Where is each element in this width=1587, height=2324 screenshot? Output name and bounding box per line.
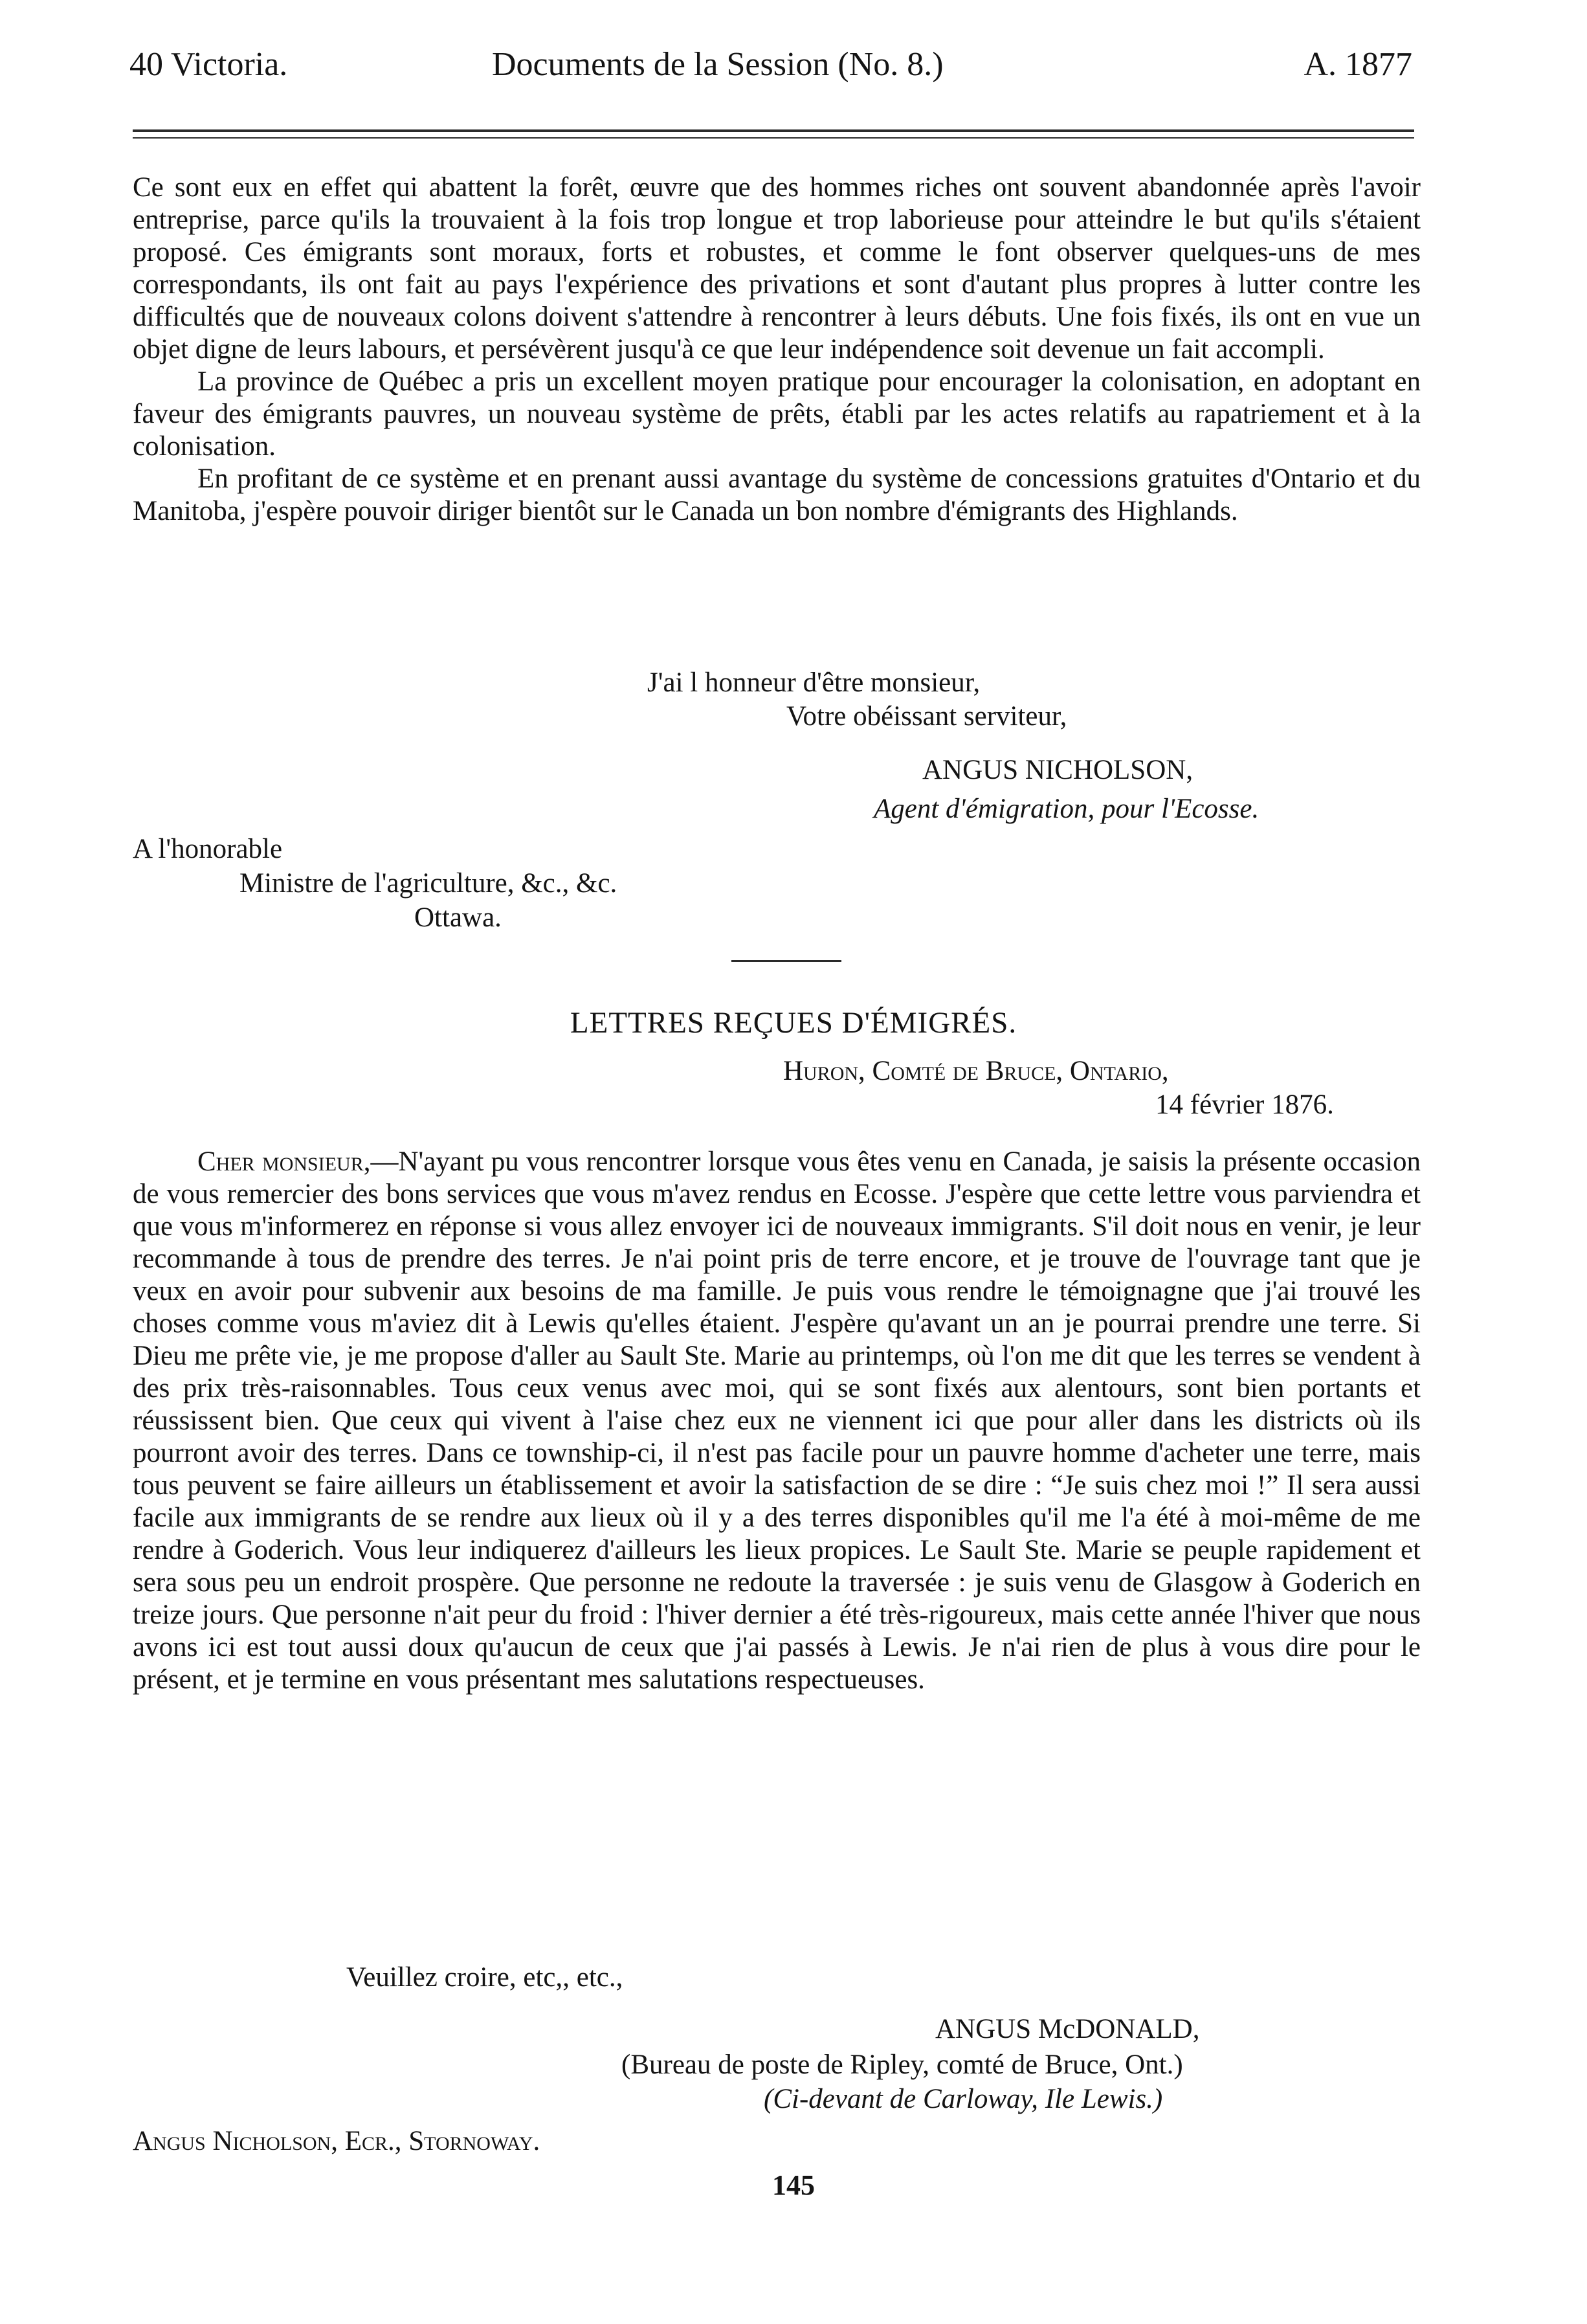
letter1-address-line2: Ministre de l'agriculture, &c., &c. <box>239 868 617 899</box>
letter2-body <box>133 1146 1421 1696</box>
letter2-date: 14 février 1876. <box>1155 1089 1334 1120</box>
letter1-closing-line1: J'ai l honneur d'être monsieur, <box>647 667 981 698</box>
letter2-closing: Veuillez croire, etc,, etc., <box>346 1962 623 1993</box>
letter2-salutation: Cher monsieur, <box>197 1146 371 1177</box>
letter1-paragraph-3: En profitant de ce système et en prenant aussi avantage du système de concessions gratuites d'Ontario et du Manitoba, j'espère pouvoir diriger bientôt sur le Canada un bon nombre d'émigrants des Highlands. <box>133 464 1421 526</box>
header-left: 40 Victoria. <box>129 46 288 83</box>
section-separator <box>731 960 841 962</box>
letter1-paragraph-1: Ce sont eux en effet qui abattent la forêt, œuvre que des hommes riches ont souvent abandonnée après l'avoir entreprise, parce qu'ils la trouvaient à la fois trop longue et trop laborieuse pour atteindre le but qu'ils s'étaient proposé. Ces émigrants sont moraux, forts et robustes, et comme le font observer quelques-uns de mes correspondants, ils ont fait au pays l'expérience des privations et sont d'autant plus propres à lutter contre les difficultés que de nouveaux colons doivent s'attendre à rencontrer à leurs débuts. Une fois fixés, ils ont en vue un objet digne de leurs labours, et persévèrent jusqu'à ce que leur indépendence soit devenue un fait accompli. <box>133 172 1421 364</box>
letter2-addressee: Angus Nicholson, Ecr., Stornoway. <box>133 2126 540 2156</box>
letter1-closing-line2: Votre obéissant serviteur, <box>786 701 1067 732</box>
letter2-text: —N'ayant pu vous rencontrer lorsque vous êtes venu en Canada, je saisis la présente occasion de vous remercier des bons services que vous m'avez rendus en Ecosse. J'espère que cette lettre vous parviendra et que vous m'informerez en réponse si vous allez envoyer ici de nouveaux immigrants. S'il doit nous en venir, je leur recommande à tous de prendre des terres. Je n'ai point pris de terre encore, et je trouve de l'ouvrage tant que je veux en avoir pour subvenir aux besoins de ma famille. Je puis vous rendre le témoignagne que j'ai trouvé les choses comme vous m'aviez dit à Lewis qu'elles étaient. J'espère qu'avant un an je pourrai prendre une terre. Si Dieu me prête vie, je me propose d'aller au Sault Ste. Marie au printemps, où l'on me dit que les terres se vendent à des prix très-raisonnables. Tous ceux venus avec moi, qui se sont fixés aux alentours, sont bien portants et réussissent bien. Que ceux qui vivent à l'aise chez eux ne viennent ici que pour aller dans les districts où ils pourront avoir des terres. Dans ce township-ci, il n'est pas facile pour un pauvre homme d'acheter une terre, mais tous peuvent se faire ailleurs un établissement et avoir la satisfaction de se dire : “Je suis chez moi !” Il sera aussi facile aux immigrants de se rendre aux lieux où il y a des terres disponibles qu'il me l'a été à moi-même de me rendre à Goderich. Vous leur indiquerez d'ailleurs les lieux propices. Le Sault Ste. Marie se peuple rapidement et sera sous peu un endroit prospère. Que personne ne redoute la traversée : je suis venu de Glasgow à Goderich en treize jours. Que personne n'ait peur du froid : l'hiver dernier a été très-rigoureux, mais cette année l'hiver que nous avons ici est tout aussi doux qu'aucun de ceux que j'ai passés à Lewis. Je n'ai rien de plus à vous dire pour le présent, et je termine en vous présentant mes salutations respectueuses. <box>133 1146 1421 1695</box>
letter2-signature-name: ANGUS McDONALD, <box>935 2014 1200 2044</box>
letter2-signature-line2: (Bureau de poste de Ripley, comté de Bruce, Ont.) <box>621 2050 1183 2080</box>
letter1-signature-title: Agent d'émigration, pour l'Ecosse. <box>874 794 1260 824</box>
letter1-address-line1: A l'honorable <box>133 834 283 864</box>
running-head <box>129 45 1412 91</box>
letter2-place: Huron, Comté de Bruce, Ontario, <box>783 1056 1169 1086</box>
header-rule <box>133 129 1414 132</box>
letter1-address-line3: Ottawa. <box>414 902 502 933</box>
header-center: Documents de la Session (No. 8.) <box>492 46 944 83</box>
letter2-signature-line3: (Ci-devant de Carloway, Ile Lewis.) <box>764 2084 1163 2114</box>
page-number: 145 <box>772 2169 815 2201</box>
letter1-paragraph-2: La province de Québec a pris un excellent moyen pratique pour encourager la colonisation, en adoptant en faveur des émigrants pauvres, un nouveau système de prêts, établi par les actes relatifs au rapatriement et à la colonisation. <box>133 366 1421 462</box>
letter1-body <box>133 172 1421 528</box>
header-rule-thin <box>133 137 1414 139</box>
header-right: A. 1877 <box>1304 46 1412 83</box>
section-title: LETTRES REÇUES D'ÉMIGRÉS. <box>570 1006 1017 1040</box>
letter1-signature-name: ANGUS NICHOLSON, <box>922 755 1193 785</box>
